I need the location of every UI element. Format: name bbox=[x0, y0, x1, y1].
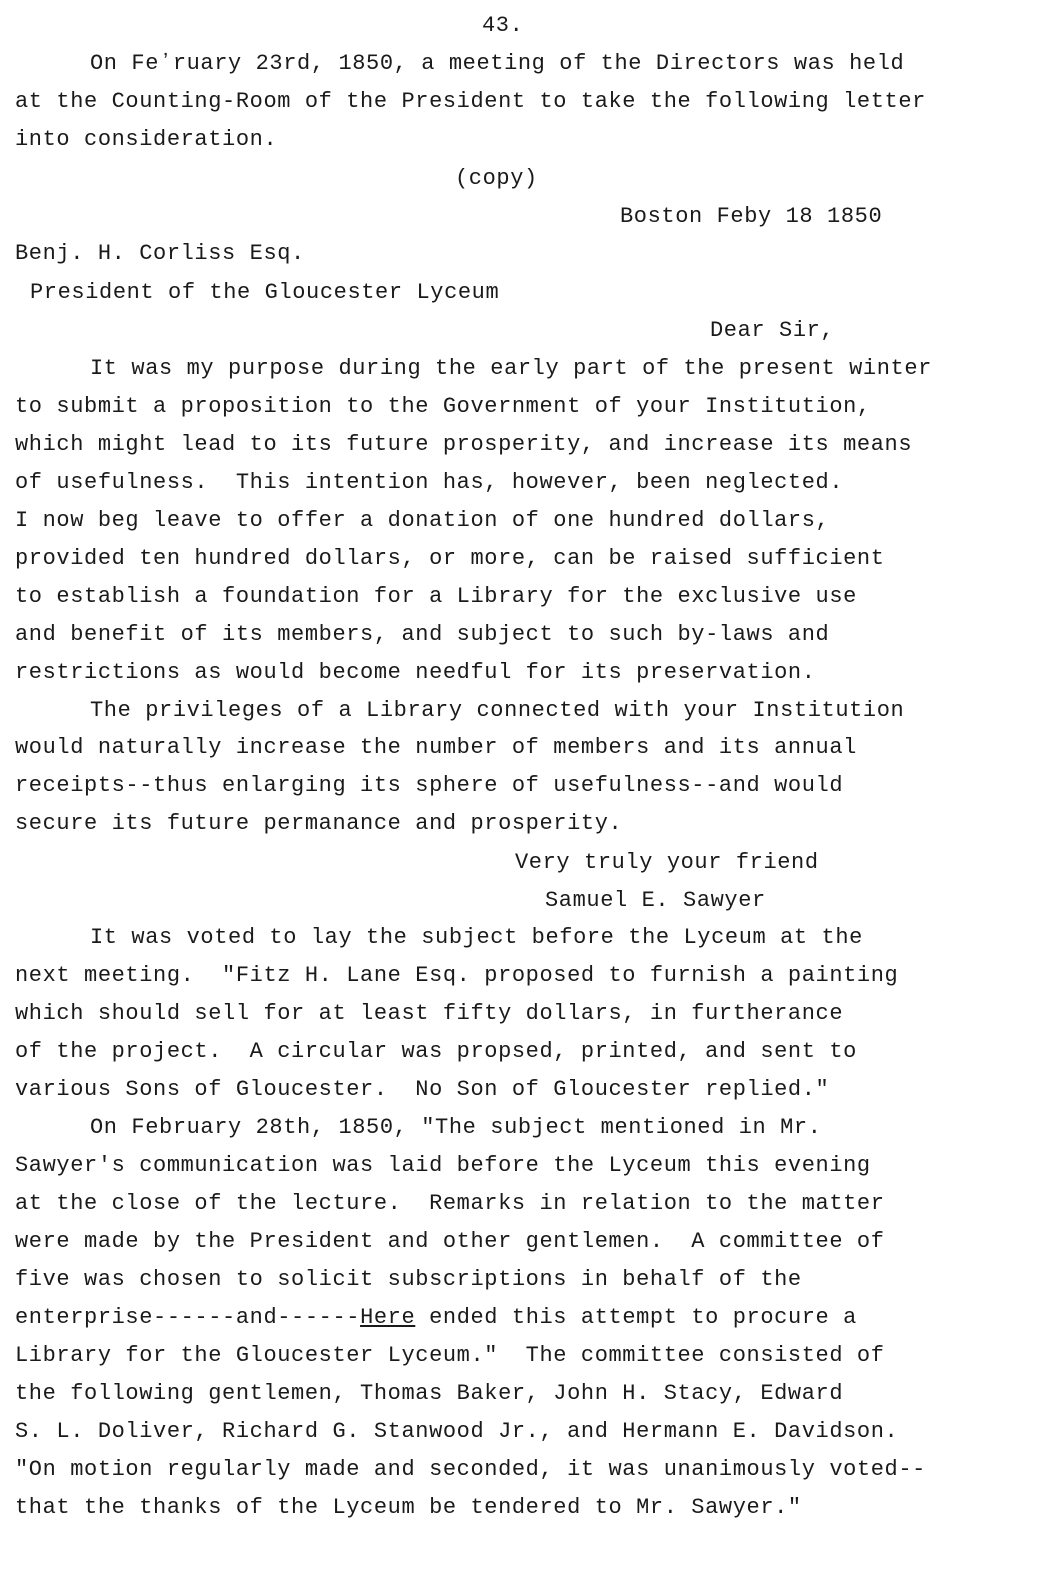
letter-body-line: restrictions as would become needful for its preservation. bbox=[15, 660, 816, 685]
paragraph-line: It was voted to lay the subject before the Lyceum at the bbox=[90, 925, 863, 950]
letter-body-line: The privileges of a Library connected with your Institution bbox=[90, 698, 905, 723]
paragraph-line: into consideration. bbox=[15, 127, 278, 152]
letter-body-line: of usefulness. This intention has, however, been neglected. bbox=[15, 470, 844, 495]
letter-body-line: to establish a foundation for a Library for the exclusive use bbox=[15, 584, 857, 609]
paragraph-line: "On motion regularly made and seconded, it was unanimously voted-- bbox=[15, 1457, 926, 1482]
underlined-word: Here bbox=[360, 1305, 416, 1330]
paragraph-line: On February 28th, 1850, "The subject mentioned in Mr. bbox=[90, 1115, 822, 1140]
letter-body-line: and benefit of its members, and subject to such by-laws and bbox=[15, 622, 830, 647]
paragraph-line: that the thanks of the Lyceum be tendered to Mr. Sawyer." bbox=[15, 1495, 802, 1520]
paragraph-line: On Feʼruary 23rd, 1850, a meeting of the Directors was held bbox=[90, 51, 905, 76]
paragraph-line: various Sons of Gloucester. No Son of Gloucester replied." bbox=[15, 1077, 830, 1102]
paragraph-line: which should sell for at least fifty dollars, in furtherance bbox=[15, 1001, 844, 1026]
letter-body-line: receipts--thus enlarging its sphere of usefulness--and would bbox=[15, 773, 844, 798]
letter-closing: Very truly your friend bbox=[515, 850, 819, 875]
letter-body-line: secure its future permanance and prosperity. bbox=[15, 811, 623, 836]
letter-salutation: Dear Sir, bbox=[710, 318, 835, 343]
paragraph-line: Library for the Gloucester Lyceum." The committee consisted of bbox=[15, 1343, 885, 1368]
letter-body-line: which might lead to its future prosperity, and increase its means bbox=[15, 432, 913, 457]
letter-body-line: would naturally increase the number of members and its annual bbox=[15, 735, 857, 760]
copy-label: (copy) bbox=[455, 166, 538, 191]
addressee-line: President of the Gloucester Lyceum bbox=[30, 280, 500, 305]
letter-body-line: I now beg leave to offer a donation of one hundred dollars, bbox=[15, 508, 830, 533]
paragraph-line: of the project. A circular was propsed, printed, and sent to bbox=[15, 1039, 857, 1064]
paragraph-line-with-underline bbox=[15, 1305, 857, 1331]
letter-signature: Samuel E. Sawyer bbox=[545, 888, 766, 913]
paragraph-line: next meeting. "Fitz H. Lane Esq. proposed to furnish a painting bbox=[15, 963, 899, 988]
paragraph-line: at the Counting-Room of the President to take the following letter bbox=[15, 89, 926, 114]
paragraph-line: at the close of the lecture. Remarks in relation to the matter bbox=[15, 1191, 885, 1216]
addressee-line: Benj. H. Corliss Esq. bbox=[15, 241, 305, 266]
paragraph-line: five was chosen to solicit subscriptions in behalf of the bbox=[15, 1267, 802, 1292]
paragraph-line: were made by the President and other gentlemen. A committee of bbox=[15, 1229, 885, 1254]
letter-body-line: to submit a proposition to the Government of your Institution, bbox=[15, 394, 871, 419]
page-number: 43. bbox=[482, 13, 524, 38]
paragraph-line: the following gentlemen, Thomas Baker, John H. Stacy, Edward bbox=[15, 1381, 844, 1406]
letter-body-line: provided ten hundred dollars, or more, can be raised sufficient bbox=[15, 546, 885, 571]
letter-body-line: It was my purpose during the early part of the present winter bbox=[90, 356, 932, 381]
paragraph-line: Sawyer's communication was laid before the Lyceum this evening bbox=[15, 1153, 871, 1178]
line-segment: enterprise------and------ bbox=[15, 1305, 361, 1330]
paragraph-line: S. L. Doliver, Richard G. Stanwood Jr., and Hermann E. Davidson. bbox=[15, 1419, 899, 1444]
letter-dateline: Boston Feby 18 1850 bbox=[620, 204, 883, 229]
line-segment: ended this attempt to procure a bbox=[415, 1305, 857, 1330]
